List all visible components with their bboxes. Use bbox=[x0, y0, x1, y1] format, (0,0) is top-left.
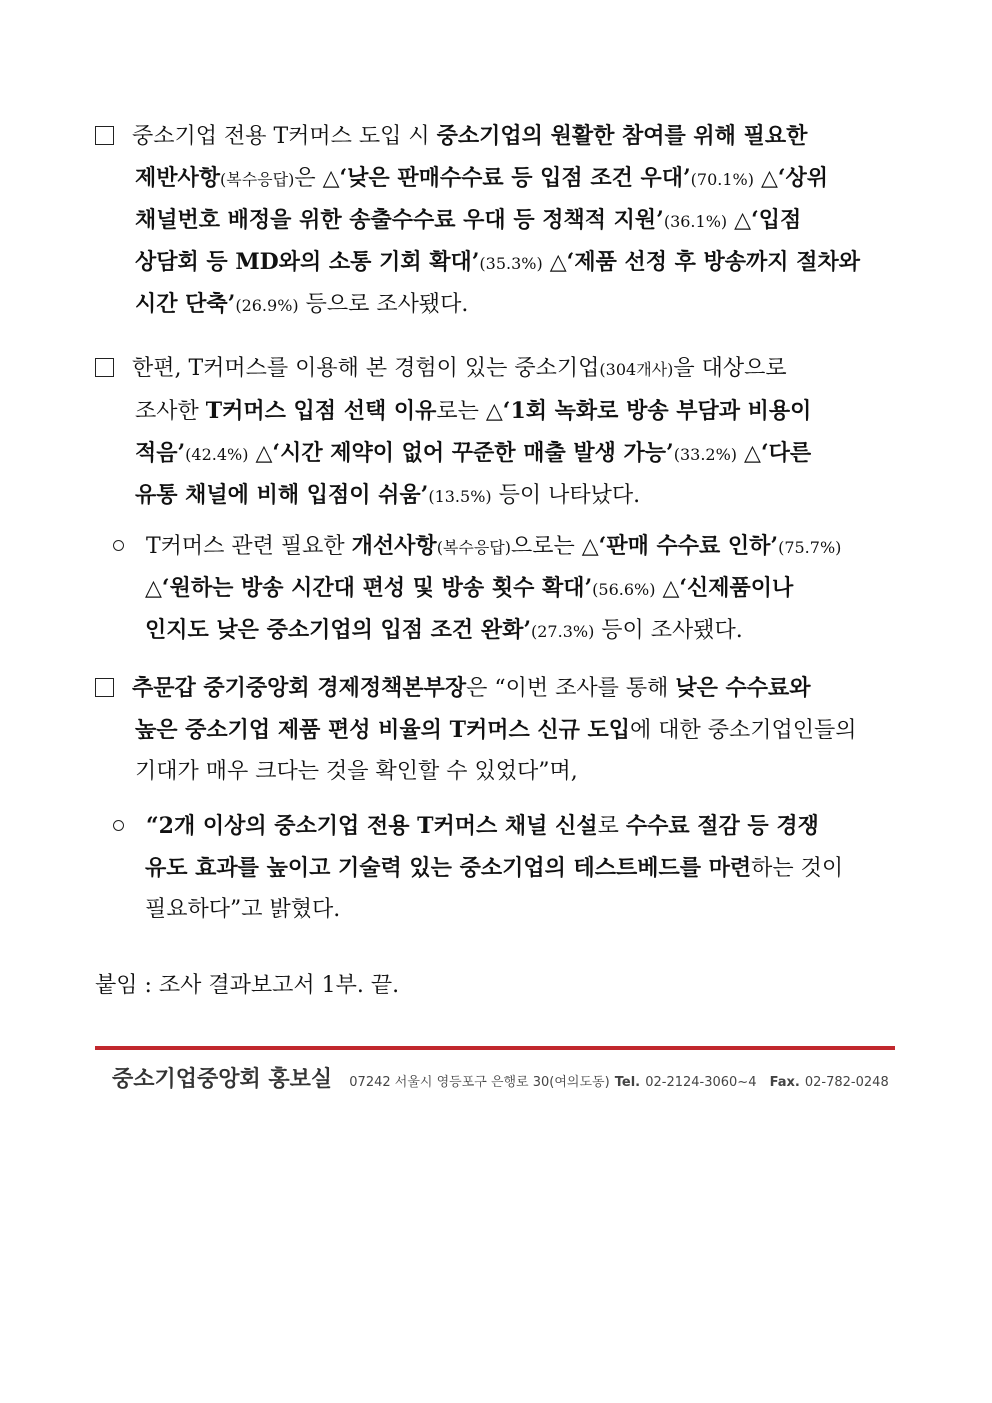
bold-text: 인지도 낮은 중소기업의 입점 조건 완화’ bbox=[145, 617, 531, 643]
text: △ bbox=[727, 208, 752, 233]
bold-text: 채널번호 배정을 위한 송출수수료 우대 등 정책적 지원’ bbox=[135, 207, 664, 233]
bold-text: 낮은 수수료와 bbox=[675, 675, 811, 701]
footer-fax: 02-782-0248 bbox=[804, 1075, 889, 1090]
p2-line-1 bbox=[95, 353, 787, 386]
checkbox-bullet-icon bbox=[95, 358, 114, 377]
checkbox-bullet-icon bbox=[95, 126, 114, 145]
text: 을 대상으로 bbox=[673, 356, 787, 381]
text: 로 bbox=[597, 814, 626, 839]
text: 은 △ bbox=[294, 166, 340, 191]
text: 은 “이번 조사를 통해 bbox=[466, 676, 676, 701]
small-text: (27.3%) bbox=[531, 622, 595, 641]
small-text: (42.4%) bbox=[185, 445, 249, 464]
bold-text: 상담회 등 MD와의 소통 기회 확대’ bbox=[135, 249, 480, 275]
text: 등으로 조사됐다. bbox=[298, 292, 469, 317]
small-text: (복수응답) bbox=[436, 538, 511, 557]
p2-line-2 bbox=[135, 395, 811, 428]
text: △ bbox=[542, 250, 567, 275]
bold-text: 적음’ bbox=[135, 440, 186, 466]
text: 중소기업 전용 T커머스 도입 시 bbox=[132, 124, 437, 149]
checkbox-bullet-icon bbox=[95, 678, 114, 697]
bold-text: ‘다른 bbox=[760, 440, 812, 466]
bold-text: 제반사항 bbox=[135, 165, 221, 191]
bold-text: 개선사항 bbox=[351, 533, 437, 559]
small-text: (75.7%) bbox=[778, 538, 842, 557]
bold-text: ‘입점 bbox=[751, 207, 802, 233]
p4-line-1 bbox=[95, 672, 811, 705]
small-text: (70.1%) bbox=[690, 170, 754, 189]
text: 에 대한 중소기업인들의 bbox=[630, 718, 857, 743]
p5-line-3 bbox=[145, 894, 340, 926]
p1-line-5 bbox=[135, 288, 468, 322]
p1-line-4 bbox=[135, 246, 860, 280]
text: △ bbox=[248, 441, 273, 466]
footer-fax-label: Fax. bbox=[769, 1075, 800, 1090]
text: 필요하다”고 밝혔다. bbox=[145, 897, 341, 922]
p1-line-3 bbox=[135, 204, 801, 238]
circle-bullet-icon bbox=[113, 820, 124, 831]
bold-text: 중소기업의 원활한 참여를 위해 필요한 bbox=[436, 123, 808, 149]
small-text: (복수응답) bbox=[220, 170, 295, 189]
text: 로는 △ bbox=[436, 399, 503, 424]
small-text: (35.3%) bbox=[479, 254, 543, 273]
bold-text: T커머스 입점 선택 이유 bbox=[205, 398, 437, 424]
text: △ bbox=[753, 166, 778, 191]
small-text: (56.6%) bbox=[592, 580, 656, 599]
p3-line-2 bbox=[145, 572, 793, 606]
p1-line-1 bbox=[95, 120, 807, 153]
text: 기대가 매우 크다는 것을 확인할 수 있었다”며, bbox=[135, 759, 578, 784]
text: 으로는 △ bbox=[511, 534, 599, 559]
p4-line-3 bbox=[135, 756, 578, 788]
p2-line-3 bbox=[135, 437, 811, 471]
footer-tel-label: Tel. bbox=[614, 1075, 641, 1090]
p3-line-1 bbox=[113, 530, 841, 564]
p5-line-2 bbox=[145, 852, 843, 885]
p1-line-2 bbox=[135, 162, 828, 196]
bold-text: 유도 효과를 높이고 기술력 있는 중소기업의 테스트베드를 마련 bbox=[145, 855, 752, 881]
p4-line-2 bbox=[135, 714, 857, 747]
text: △ bbox=[737, 441, 761, 466]
small-text: (304개사) bbox=[599, 360, 674, 379]
small-text: (13.5%) bbox=[428, 487, 492, 506]
bold-text: ‘신제품이나 bbox=[679, 575, 794, 601]
small-text: (26.9%) bbox=[235, 296, 299, 315]
bold-text: ‘낮은 판매수수료 등 입점 조건 우대’ bbox=[339, 165, 691, 191]
text: 등이 조사됐다. bbox=[594, 618, 743, 643]
footer-org: 중소기업중앙회 홍보실 bbox=[112, 1067, 333, 1092]
bold-text: 시간 단축’ bbox=[135, 291, 236, 317]
footer-address: 07242 서울시 영등포구 은행로 30(여의도동) bbox=[349, 1075, 610, 1090]
text: △ bbox=[655, 576, 680, 601]
p3-line-3 bbox=[145, 614, 743, 648]
bold-text: “2개 이상의 중소기업 전용 T커머스 채널 신설 bbox=[146, 813, 598, 839]
footer-tel: 02-2124-3060~4 bbox=[645, 1075, 757, 1090]
text: 등이 나타났다. bbox=[491, 483, 641, 508]
circle-bullet-icon bbox=[113, 540, 124, 551]
footer bbox=[112, 1062, 889, 1093]
bold-text: 수수료 절감 등 경쟁 bbox=[625, 813, 819, 839]
bold-text: 추문갑 중기중앙회 경제정책본부장 bbox=[132, 675, 467, 701]
bold-text: 높은 중소기업 제품 편성 비율의 T커머스 신규 도입 bbox=[135, 717, 631, 743]
text: T커머스 관련 필요한 bbox=[146, 534, 352, 559]
p5-line-1 bbox=[113, 810, 819, 843]
bold-text: ‘제품 선정 후 방송까지 절차와 bbox=[566, 249, 860, 275]
bold-text: ‘시간 제약이 없어 꾸준한 매출 발생 가능’ bbox=[272, 440, 674, 466]
p2-line-4 bbox=[135, 479, 640, 513]
small-text: (36.1%) bbox=[663, 212, 728, 231]
bold-text: ‘상위 bbox=[777, 165, 829, 191]
bold-text: ‘판매 수수료 인하’ bbox=[598, 533, 779, 559]
text: △ bbox=[145, 576, 162, 601]
text: 하는 것이 bbox=[751, 856, 844, 881]
footer-divider bbox=[95, 1046, 895, 1050]
text: 조사한 bbox=[135, 399, 206, 424]
bold-text: ‘1회 녹화로 방송 부담과 비용이 bbox=[502, 398, 812, 424]
attachment-note: 붙임 : 조사 결과보고서 1부. 끝. bbox=[95, 973, 400, 998]
text: 한편, T커머스를 이용해 본 경험이 있는 중소기업 bbox=[132, 356, 600, 381]
bold-text: ‘원하는 방송 시간대 편성 및 방송 횟수 확대’ bbox=[161, 575, 593, 601]
small-text: (33.2%) bbox=[673, 445, 738, 464]
bold-text: 유통 채널에 비해 입점이 쉬움’ bbox=[135, 482, 429, 508]
